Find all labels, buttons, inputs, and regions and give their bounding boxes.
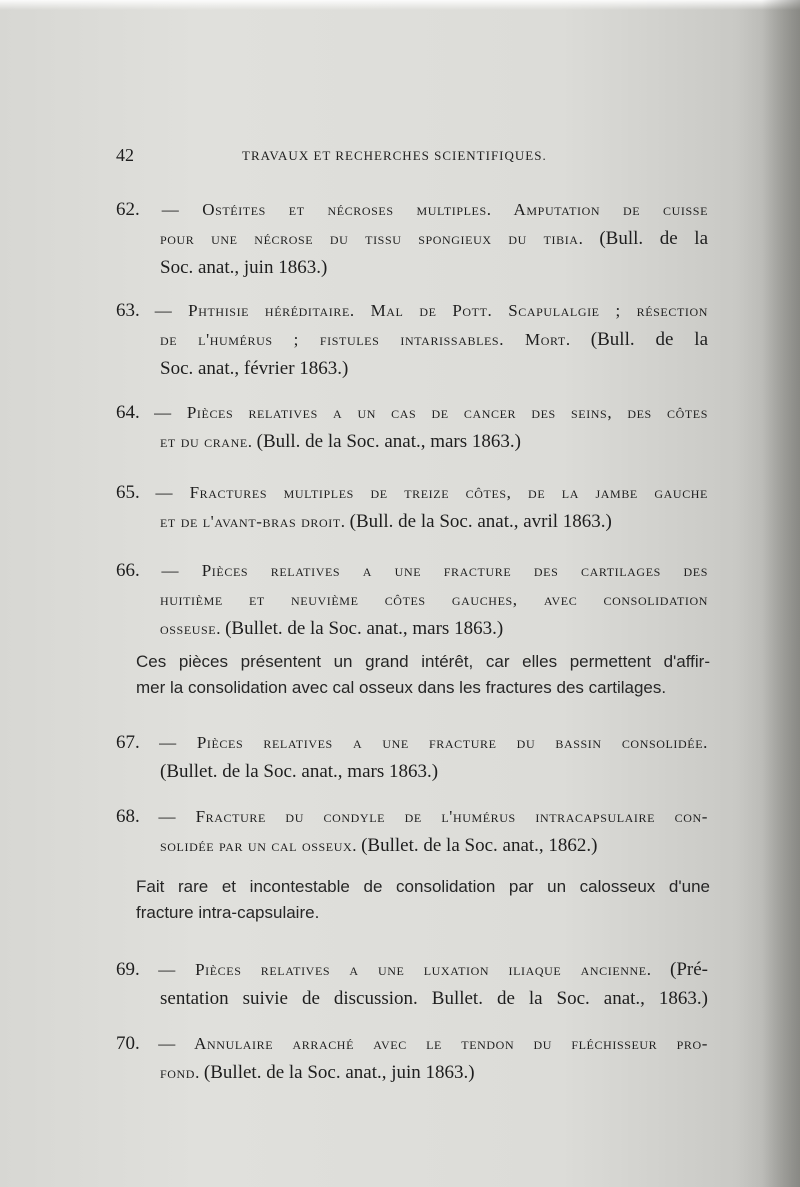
entry-reference: sentation suivie de discussion. Bullet. de la Soc. anat., 1863.) bbox=[160, 988, 708, 1009]
entry-reference: (Pré- bbox=[670, 959, 709, 980]
entry-line bbox=[116, 296, 708, 325]
entry-number: 68. bbox=[116, 806, 140, 827]
entry-title: — Fractures multiples de treize côtes, de la jambe gauche bbox=[155, 483, 708, 502]
entry-reference: (Bull. de la Soc. anat., mars 1863.) bbox=[256, 431, 521, 452]
entry-reference: (Bull. de la bbox=[599, 228, 709, 249]
entry-number: 63. bbox=[116, 300, 140, 321]
entry-number: 66. bbox=[116, 560, 140, 581]
entry-number: 65. bbox=[116, 482, 140, 503]
entry-line bbox=[116, 556, 708, 585]
entry-line bbox=[116, 984, 708, 1013]
entry-line bbox=[116, 831, 708, 860]
entry-reference: (Bull. de la bbox=[590, 329, 708, 350]
entry-63 bbox=[116, 296, 708, 383]
entry-67 bbox=[116, 728, 708, 786]
entry-title: — Ostéites et nécroses multiples. Amputation de cuisse bbox=[161, 200, 708, 219]
page-number: 42 bbox=[116, 145, 134, 165]
page-gutter-shadow bbox=[762, 0, 800, 1187]
entry-70 bbox=[116, 1029, 708, 1087]
entry-title: solidée par un cal osseux. bbox=[160, 836, 358, 855]
entry-68 bbox=[116, 802, 708, 860]
entry-title: et du crane. bbox=[160, 432, 253, 451]
entry-title: fond. bbox=[160, 1063, 200, 1082]
entry-line bbox=[116, 585, 708, 614]
entry-title: — Pièces relatives a une luxation iliaque ancienne. bbox=[158, 960, 652, 979]
entry-number: 62. bbox=[116, 199, 140, 220]
comment-line: fracture intra-capsulaire. bbox=[136, 903, 320, 922]
entry-line bbox=[116, 728, 708, 757]
entry-64 bbox=[116, 398, 708, 456]
entry-reference: (Bullet. de la Soc. anat., mars 1863.) bbox=[225, 618, 504, 639]
entry-title: de l'humérus ; fistules intarissables. Mort. bbox=[160, 330, 571, 349]
entry-line bbox=[116, 325, 708, 354]
entry-number: 67. bbox=[116, 732, 140, 753]
entry-reference: (Bullet. de la Soc. anat., mars 1863.) bbox=[160, 761, 439, 782]
page-edge-top bbox=[0, 0, 800, 10]
entry-line bbox=[116, 507, 708, 536]
entry-line bbox=[116, 253, 708, 282]
entry-title: osseuse. bbox=[160, 619, 222, 638]
entry-title: — Pièces relatives a une fracture du bassin consolidée. bbox=[159, 733, 708, 752]
comment-66 bbox=[136, 649, 710, 701]
entry-title: et de l'avant-bras droit. bbox=[160, 512, 346, 531]
entry-line bbox=[116, 614, 708, 643]
entry-title: — Pièces relatives a une fracture des cartilages des bbox=[161, 561, 709, 580]
entry-line bbox=[116, 802, 708, 831]
entry-title: — Fracture du condyle de l'humérus intracapsulaire con- bbox=[158, 807, 709, 826]
page-header bbox=[116, 145, 706, 167]
entry-title: — Annulaire arraché avec le tendon du fléchisseur pro- bbox=[158, 1034, 708, 1053]
entry-title: — Phthisie héréditaire. Mal de Pott. Scapulalgie ; résection bbox=[154, 301, 709, 320]
entry-line bbox=[116, 427, 708, 456]
entry-line bbox=[116, 757, 708, 786]
entry-reference: (Bullet. de la Soc. anat., 1862.) bbox=[361, 835, 598, 856]
entry-line bbox=[116, 195, 708, 224]
entry-65 bbox=[116, 478, 708, 536]
comment-line: Fait rare et incontestable de consolidation par un calosseux d'une bbox=[136, 877, 710, 896]
entry-reference: (Bullet. de la Soc. anat., juin 1863.) bbox=[203, 1062, 475, 1083]
entry-69 bbox=[116, 955, 708, 1013]
entry-reference: Soc. anat., juin 1863.) bbox=[160, 257, 328, 278]
entry-line bbox=[116, 955, 708, 984]
entry-62 bbox=[116, 195, 708, 282]
entry-line bbox=[116, 224, 708, 253]
entry-line bbox=[116, 354, 708, 383]
entry-title: pour une nécrose du tissu spongieux du tibia. bbox=[160, 229, 584, 248]
comment-68 bbox=[136, 874, 710, 926]
entry-title: huitième et neuvième côtes gauches, avec consolidation bbox=[160, 590, 708, 609]
entry-line bbox=[116, 398, 708, 427]
entry-66 bbox=[116, 556, 708, 643]
entry-number: 70. bbox=[116, 1033, 140, 1054]
entry-number: 64. bbox=[116, 402, 140, 423]
entry-number: 69. bbox=[116, 959, 140, 980]
entry-line bbox=[116, 1058, 708, 1087]
running-title: TRAVAUX ET RECHERCHES SCIENTIFIQUES. bbox=[242, 148, 547, 163]
entry-title: — Pièces relatives a un cas de cancer des seins, des côtes bbox=[154, 403, 709, 422]
entry-reference: (Bull. de la Soc. anat., avril 1863.) bbox=[349, 511, 612, 532]
entry-line bbox=[116, 478, 708, 507]
comment-line: mer la consolidation avec cal osseux dans les fractures des cartilages. bbox=[136, 678, 667, 697]
comment-line: Ces pièces présentent un grand intérêt, car elles permettent d'affir- bbox=[136, 652, 710, 671]
entry-line bbox=[116, 1029, 708, 1058]
entry-reference: Soc. anat., février 1863.) bbox=[160, 358, 349, 379]
